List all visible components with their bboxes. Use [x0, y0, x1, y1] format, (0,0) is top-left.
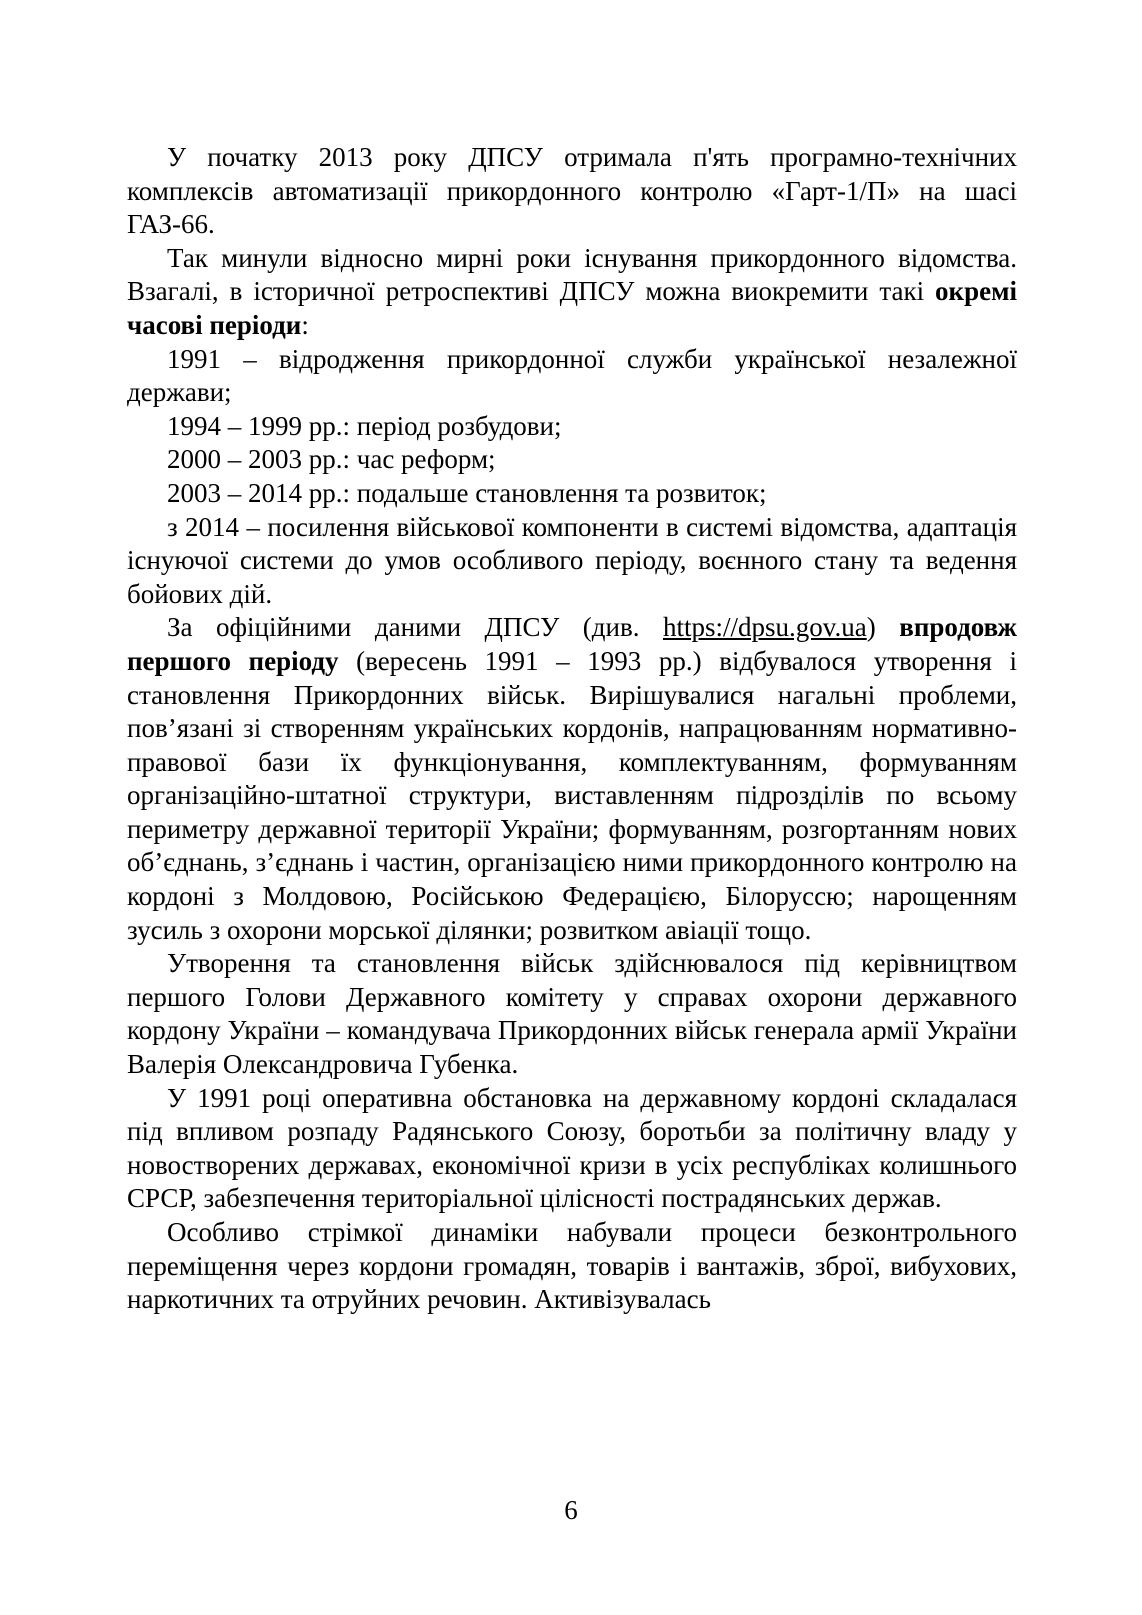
- text-block: [127, 141, 1017, 1317]
- paragraph-text: Особливо стрімкої динаміки набували процеси безконтрольного переміщення через кордони громадян, товарів і вантажів, зброї, вибухових, наркотичних та отруйних речовин. Активізувалась: [127, 1217, 1017, 1315]
- paragraph-1991-situation: [127, 1082, 1017, 1216]
- paragraph-uncontrolled-movement: [127, 1216, 1017, 1317]
- paragraph-text: 1991 – відродження прикордонної служби української незалежної держави;: [127, 343, 1017, 408]
- paragraph-periods-intro: [127, 242, 1017, 343]
- paragraph-text: Так минули відносно мирні роки існування прикордонного відомства. Взагалі, в історичної ретроспективі ДПСУ можна виокремити такі: [127, 242, 1017, 307]
- paragraph-text: (вересень 1991 – 1993 рр.) відбувалося утворення і становлення Прикордонних військ. Вирішувалися нагальні проблеми, пов’язані зі створенням українських кордонів, напрацюванням нормативно-правової бази їх функціонування, комплектуванням, формуванням організаційно-штатної структури, виставленням підрозділів по всьому периметру державної території України; формуванням, розгортанням нових об’єднань, з’єднань і частин, організацією ними прикордонного контролю на кордоні з Молдовою, Російською Федерацією, Білоруссю; нарощенням зусиль з охорони морської ділянки; розвитком авіації тощо.: [127, 645, 1017, 945]
- paragraph-text: 2000 – 2003 рр.: час реформ;: [167, 444, 496, 475]
- bold-phrase-first-period: впродовж першого періоду: [127, 612, 1017, 676]
- list-item-since-2014: [127, 511, 1017, 612]
- paragraph-intro-2013: [127, 141, 1017, 242]
- paragraph-text: 2003 – 2014 рр.: подальше становлення та розвиток;: [167, 477, 767, 508]
- bold-phrase-time-periods: окремі часові періоди: [127, 276, 1017, 340]
- page-number: 6: [564, 1495, 578, 1525]
- paragraph-text: з 2014 – посилення військової компоненти в системі відомства, адаптація існуючої системи до умов особливого періоду, воєнного стану та ведення бойових дій.: [127, 511, 1017, 609]
- paragraph-text: У 1991 році оперативна обстановка на державному кордоні складалася під впливом розпаду Радянського Союзу, боротьби за політичну владу у новостворених державах, економічної кризи в усіх республіках колишнього СРСР, забезпечення територіальної цілісності пострадянських держав.: [127, 1082, 1017, 1214]
- paragraph-text: Утворення та становлення військ здійснювалося під керівництвом першого Голови Державного комітету у справах охорони державного кордону України – командувача Прикордонних військ генерала армії України Валерія Олександровича Губенка.: [127, 948, 1017, 1080]
- list-item-1994-1999: [127, 410, 1017, 444]
- paragraph-text: ): [866, 612, 900, 643]
- paragraph-text: 1994 – 1999 рр.: період розбудови;: [167, 410, 562, 441]
- list-item-1991: [127, 343, 1017, 410]
- paragraph-text: У початку 2013 року ДПСУ отримала п'ять програмно-технічних комплексів автоматизації прикордонного контролю «Гарт-1/П» на шасі ГАЗ-66.: [127, 142, 1017, 240]
- paragraph-text: :: [301, 309, 309, 340]
- paragraph-text: За офіційними даними ДПСУ (див.: [167, 612, 663, 643]
- paragraph-first-period: [127, 611, 1017, 947]
- dpsu-website-link[interactable]: https://dpsu.gov.ua: [662, 612, 867, 643]
- paragraph-gubenko: [127, 947, 1017, 1081]
- list-item-2000-2003: [127, 443, 1017, 477]
- list-item-2003-2014: [127, 477, 1017, 511]
